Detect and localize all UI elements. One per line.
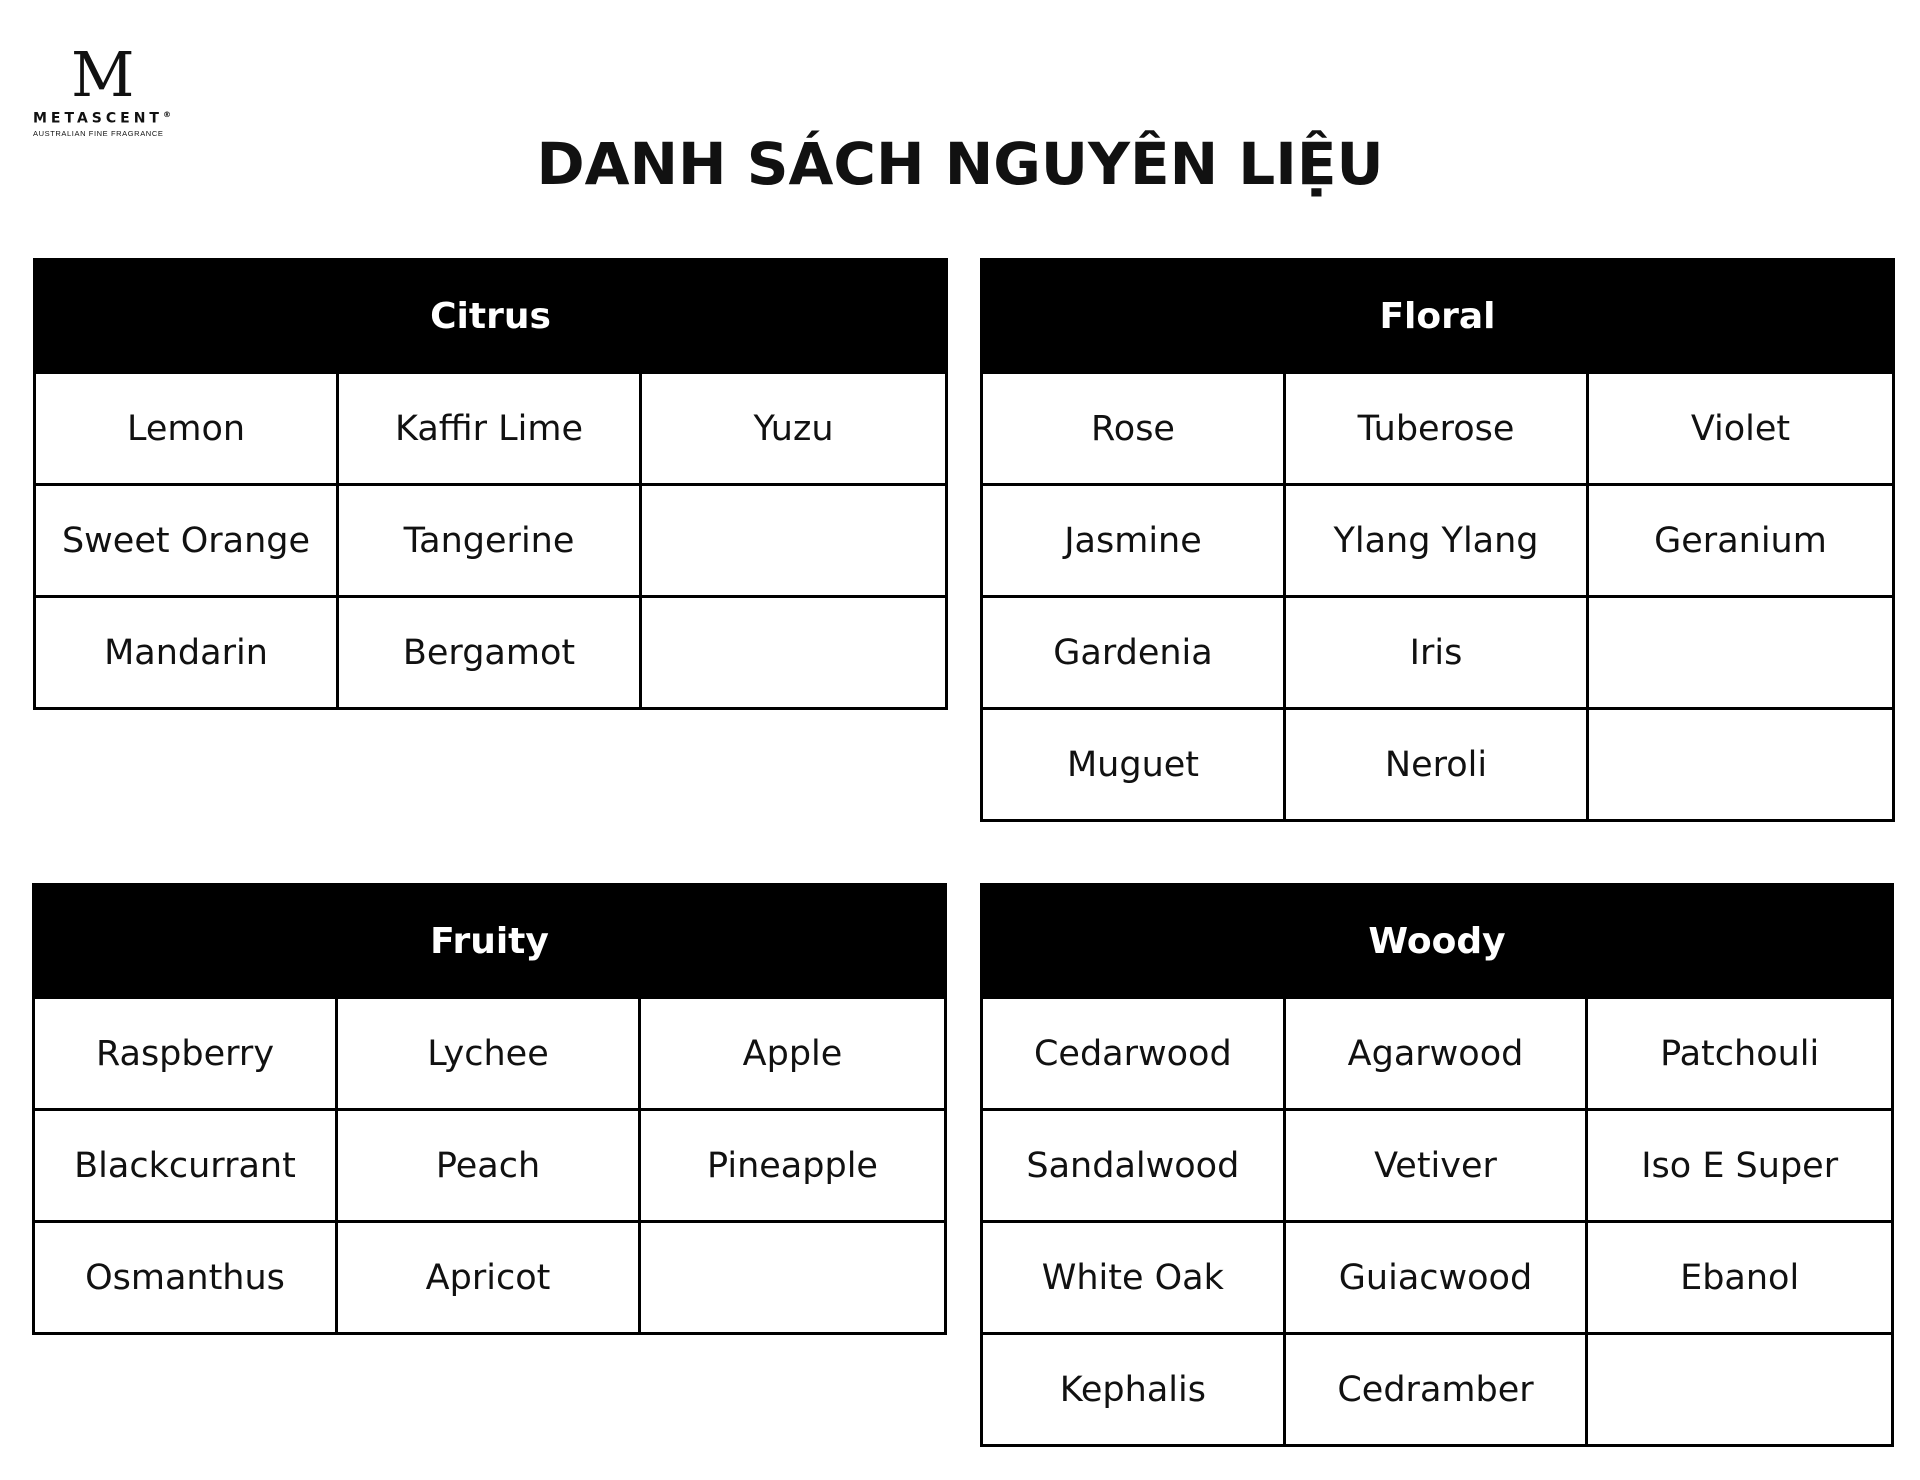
table-cell: Violet [1589, 371, 1892, 483]
table-cell: Rose [983, 371, 1286, 483]
table-cell: Apple [641, 996, 944, 1108]
table-fruity [32, 883, 947, 1335]
table-cell: Vetiver [1286, 1108, 1589, 1220]
table-cell [1589, 707, 1892, 819]
table-cell: White Oak [983, 1220, 1286, 1332]
table-cell: Raspberry [35, 996, 338, 1108]
table-cell: Geranium [1589, 483, 1892, 595]
table-cell: Iso E Super [1588, 1108, 1891, 1220]
table-cell: Guiacwood [1286, 1220, 1589, 1332]
table-floral [980, 258, 1895, 822]
table-cell: Osmanthus [35, 1220, 338, 1332]
table-heading: Fruity [35, 886, 944, 996]
table-cell: Mandarin [36, 595, 339, 707]
table-cell: Tangerine [339, 483, 642, 595]
table-cell: Agarwood [1286, 996, 1589, 1108]
table-body [36, 371, 945, 707]
table-cell: Lemon [36, 371, 339, 483]
table-cell: Patchouli [1588, 996, 1891, 1108]
table-citrus [33, 258, 948, 710]
table-heading: Woody [983, 886, 1891, 996]
table-cell [1588, 1332, 1891, 1444]
table-cell: Bergamot [339, 595, 642, 707]
table-woody [980, 883, 1894, 1447]
table-heading: Citrus [36, 261, 945, 371]
table-cell: Apricot [338, 1220, 641, 1332]
table-cell: Peach [338, 1108, 641, 1220]
table-cell: Cedramber [1286, 1332, 1589, 1444]
table-cell: Kephalis [983, 1332, 1286, 1444]
logo-tagline: AUSTRALIAN FINE FRAGRANCE [33, 128, 164, 138]
table-cell: Sweet Orange [36, 483, 339, 595]
table-body [983, 371, 1892, 819]
table-body [983, 996, 1891, 1444]
table-cell: Muguet [983, 707, 1286, 819]
table-cell [641, 1220, 944, 1332]
logo-name-text: METASCENT [33, 110, 163, 127]
table-cell: Cedarwood [983, 996, 1286, 1108]
table-cell: Tuberose [1286, 371, 1589, 483]
table-cell: Jasmine [983, 483, 1286, 595]
table-cell: Ylang Ylang [1286, 483, 1589, 595]
table-cell: Kaffir Lime [339, 371, 642, 483]
table-cell: Pineapple [641, 1108, 944, 1220]
registered-mark: ® [162, 110, 171, 119]
table-cell: Blackcurrant [35, 1108, 338, 1220]
table-cell [642, 595, 945, 707]
table-cell: Neroli [1286, 707, 1589, 819]
table-cell: Ebanol [1588, 1220, 1891, 1332]
table-cell: Sandalwood [983, 1108, 1286, 1220]
table-cell: Gardenia [983, 595, 1286, 707]
table-cell [1589, 595, 1892, 707]
table-heading: Floral [983, 261, 1892, 371]
table-cell [642, 483, 945, 595]
table-cell: Iris [1286, 595, 1589, 707]
logo-mark: M [71, 38, 135, 111]
table-cell: Lychee [338, 996, 641, 1108]
page-title: DANH SÁCH NGUYÊN LIỆU [536, 130, 1384, 198]
table-body [35, 996, 944, 1332]
table-cell: Yuzu [642, 371, 945, 483]
